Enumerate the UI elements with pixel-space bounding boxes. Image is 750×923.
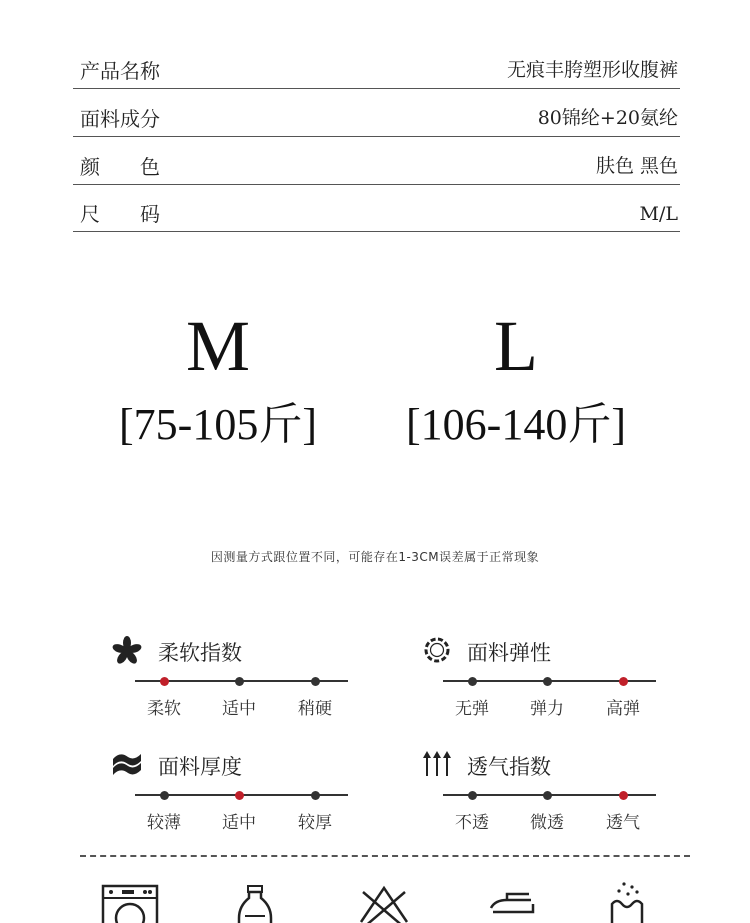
spec-label: 颜 色 <box>80 155 160 179</box>
measurement-note: 因测量方式跟位置不同，可能存在1-3CM误差属于正常现象 <box>210 550 540 564</box>
thickness-dot-2 <box>235 791 244 800</box>
elasticity-dot-2 <box>543 677 552 686</box>
breathability-title: 透气指数 <box>467 755 551 779</box>
thickness-level-2: 适中 <box>222 813 256 833</box>
breathability-dot-3 <box>619 791 628 800</box>
softness-dot-3 <box>311 677 320 686</box>
spec-row-size <box>73 183 680 232</box>
thickness-title: 面料厚度 <box>158 755 242 779</box>
elasticity-dot-1 <box>468 677 477 686</box>
softness-level-3: 稍硬 <box>298 699 332 719</box>
softness-level-1: 柔软 <box>147 699 181 719</box>
breathability-dot-2 <box>543 791 552 800</box>
breathable-arrows-icon <box>420 749 454 779</box>
size-range-m: [75-105斤] <box>119 400 317 449</box>
elasticity-title: 面料弹性 <box>467 641 551 665</box>
spec-value: 80锦纶+20氨纶 <box>537 107 678 129</box>
spec-value: M/L <box>639 203 678 225</box>
thickness-level-3: 较厚 <box>298 813 332 833</box>
washing-machine-icon <box>100 878 162 923</box>
elasticity-level-3: 高弹 <box>606 699 640 719</box>
spec-row-product-name <box>73 40 680 89</box>
size-letter-m: M <box>185 306 251 386</box>
elasticity-level-2: 弹力 <box>530 699 564 719</box>
breathability-dot-1 <box>468 791 477 800</box>
softness-level-2: 适中 <box>222 699 256 719</box>
do-not-bleach-icon <box>355 878 413 923</box>
spec-value: 肤色 黑色 <box>595 155 678 177</box>
breathability-level-3: 透气 <box>606 813 640 833</box>
spec-label: 尺 码 <box>80 202 160 226</box>
hand-wash-icon <box>608 878 648 923</box>
softness-title: 柔软指数 <box>158 641 242 665</box>
spec-label: 产品名称 <box>80 59 160 83</box>
iron-icon <box>485 878 539 923</box>
spec-value: 无痕丰胯塑形收腹裤 <box>506 59 678 81</box>
star-icon <box>110 636 144 666</box>
detergent-bottle-icon <box>233 878 277 923</box>
thickness-level-1: 较薄 <box>147 813 181 833</box>
fabric-layers-icon <box>110 749 144 779</box>
size-letter-l: L <box>494 306 538 386</box>
elastic-ring-icon <box>420 635 454 665</box>
softness-dot-1 <box>160 677 169 686</box>
spec-label: 面料成分 <box>80 107 160 131</box>
dashed-divider <box>80 855 690 857</box>
elasticity-dot-3 <box>619 677 628 686</box>
breathability-level-2: 微透 <box>530 813 564 833</box>
thickness-dot-1 <box>160 791 169 800</box>
thickness-dot-3 <box>311 791 320 800</box>
breathability-level-1: 不透 <box>455 813 489 833</box>
softness-dot-2 <box>235 677 244 686</box>
elasticity-level-1: 无弹 <box>455 699 489 719</box>
spec-row-color <box>73 136 680 185</box>
spec-row-material <box>73 88 680 137</box>
size-range-l: [106-140斤] <box>406 400 626 449</box>
